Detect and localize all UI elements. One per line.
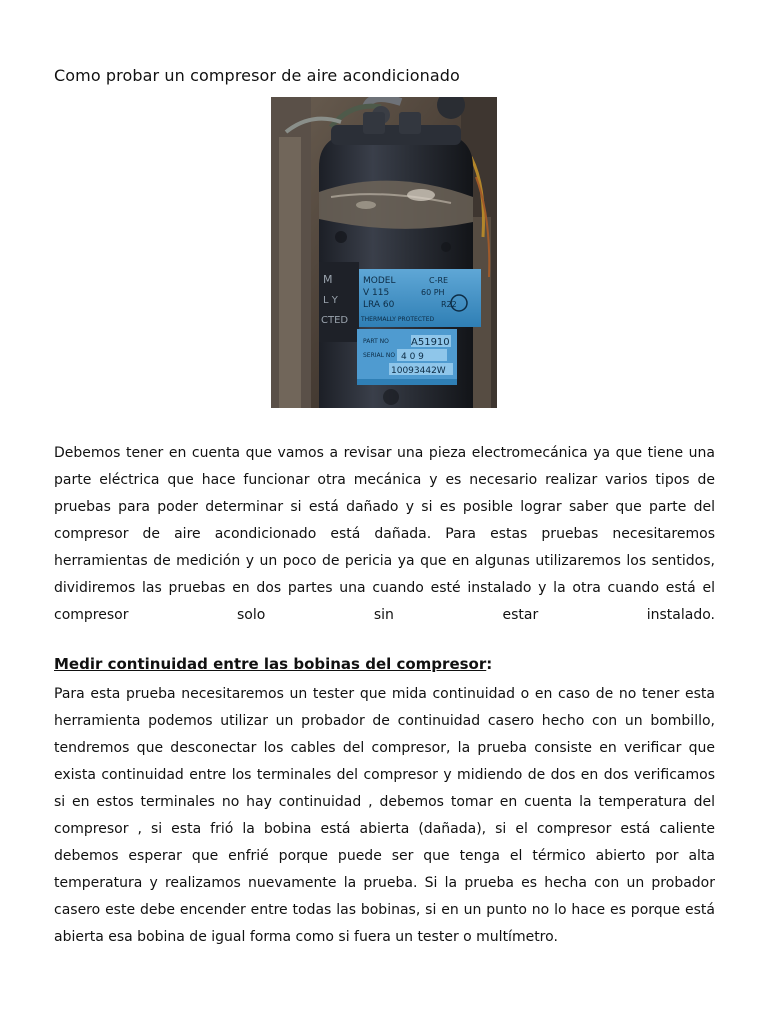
svg-text:M: M bbox=[323, 273, 333, 286]
svg-text:LRA 60: LRA 60 bbox=[363, 300, 395, 310]
document-title: Como probar un compresor de aire acondicionado bbox=[54, 66, 460, 85]
svg-text:MODEL: MODEL bbox=[363, 276, 396, 286]
svg-text:4 0 9: 4 0 9 bbox=[401, 352, 424, 362]
svg-text:R22: R22 bbox=[441, 300, 457, 309]
svg-text:V 115: V 115 bbox=[363, 288, 390, 298]
svg-text:L Y: L Y bbox=[323, 295, 338, 306]
compressor-photo bbox=[271, 97, 497, 408]
svg-text:THERMALLY PROTECTED: THERMALLY PROTECTED bbox=[361, 316, 435, 323]
intro-paragraph: Debemos tener en cuenta que vamos a revisar una pieza electromecánica ya que tiene una parte eléctrica que hace funcionar otra mecánica y es necesario realizar varios tipos de pruebas para poder determinar si está dañado y si es posible lograr saber que parte del compresor de aire acondicionado está dañada. Para estas pruebas necesitaremos herramientas de medición y un poco de pericia ya que en algunas utilizaremos los sentidos, dividiremos las pruebas en dos partes una cuando esté instalado y la otra cuando está el compresor solo sin estar instalado. bbox=[54, 445, 715, 623]
section-heading-text: Medir continuidad entre las bobinas del compresor bbox=[54, 655, 487, 673]
continuity-paragraph: Para esta prueba necesitaremos un tester que mida continuidad o en caso de no tener esta herramienta podemos utilizar un probador de continuidad casero hecho con un bombillo, tendremos que desconectar los cables del compresor, la prueba consiste en verificar que exista continuidad entre los terminales del compresor y midiendo de dos en dos verificamos si en estos terminales no hay continuidad , debemos tomar en cuenta la temperatura del compresor , si esta frió la bobina está abierta (dañada), si el compresor está caliente debemos esperar que enfrié porque puede ser que tenga el térmico abierto por alta temperatura y realizamos nuevamente la prueba. Si la prueba es hecha con un probador casero este debe encender entre todas las bobinas, si en un punto no lo hace es porque está abierta esa bobina de igual forma como si fuera un tester o multímetro. bbox=[54, 686, 715, 945]
svg-text:A51910: A51910 bbox=[411, 337, 450, 348]
svg-text:SERIAL NO: SERIAL NO bbox=[363, 352, 396, 359]
svg-text:C-RE: C-RE bbox=[429, 276, 449, 285]
section-heading bbox=[54, 655, 492, 673]
svg-text:PART NO: PART NO bbox=[363, 338, 389, 345]
section-heading-colon: : bbox=[486, 655, 493, 673]
svg-text:60 PH: 60 PH bbox=[421, 288, 445, 297]
svg-text:CTED: CTED bbox=[321, 315, 349, 326]
svg-text:10093442W: 10093442W bbox=[391, 366, 446, 376]
